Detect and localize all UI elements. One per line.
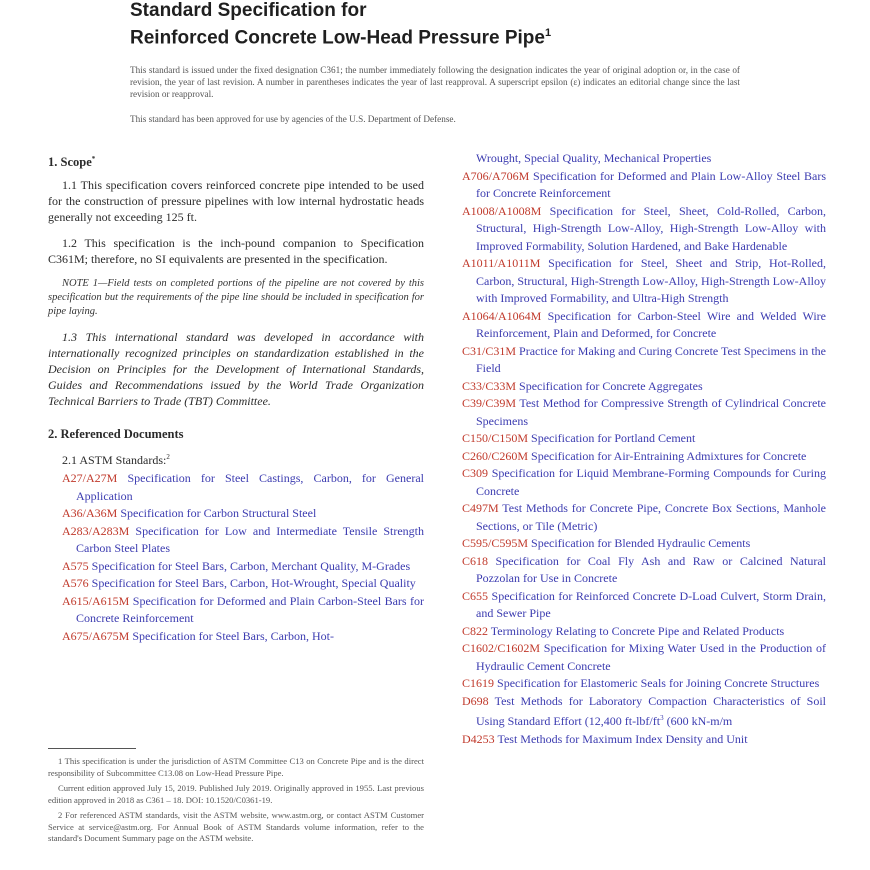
reference-code-link[interactable]: C309	[462, 466, 489, 480]
reference-entry	[462, 675, 826, 693]
reference-code-link[interactable]: A283/A283M	[62, 523, 130, 538]
reference-title-link[interactable]: Test Methods for Maximum Index Density and Unit	[494, 731, 748, 746]
footnote-edition: Current edition approved July 15, 2019. Published July 2019. Originally approved in 1955. Last previous edition approved in 2018 as C361 – 18. DOI: 10.1520/C0361-19.	[48, 783, 424, 805]
reference-title-link[interactable]: Specification for Deformed and Plain Carbon-Steel Bars for Concrete Reinforcement	[76, 593, 424, 626]
reference-code-link[interactable]: C1619	[462, 676, 495, 690]
title-line-1: Standard Specification for	[130, 0, 367, 21]
reference-title-link[interactable]: Specification for Concrete Aggregates	[516, 378, 703, 393]
reference-title-link[interactable]: Specification for Air-Entraining Admixtures for Concrete	[528, 448, 807, 463]
reference-entry	[462, 343, 826, 378]
reference-entry	[62, 558, 424, 576]
reference-title-link[interactable]: Test Methods for Concrete Pipe, Concrete Box Sections, Manhole Sections, or Tile (Metric)	[476, 501, 826, 533]
reference-title-link[interactable]: Specification for Liquid Membrane-Forming Compounds for Curing Concrete	[476, 466, 826, 498]
right-reference-list	[462, 168, 826, 749]
reference-title-link[interactable]: Specification for Carbon-Steel Wire and Welded Wire Reinforcement, Plain and Deformed, for Concrete	[476, 308, 826, 340]
reference-entry	[62, 505, 424, 523]
reference-superscript: 3	[660, 714, 664, 722]
reference-code-link[interactable]: C595/C595M	[462, 536, 529, 550]
reference-title-link[interactable]: Specification for Carbon Structural Steel	[117, 506, 317, 521]
reference-entry	[62, 593, 424, 628]
title-footnote-mark: 1	[544, 27, 552, 39]
reference-entry	[462, 731, 826, 749]
reference-entry	[62, 628, 424, 646]
reference-title-link[interactable]: Specification for Elastomeric Seals for Joining Concrete Structures	[494, 676, 820, 690]
reference-entry	[462, 378, 826, 396]
reference-entry	[62, 470, 424, 505]
reference-title-link[interactable]: Specification for Steel Bars, Carbon, Hot-	[129, 628, 334, 643]
scope-1-1: 1.1 This specification covers reinforced concrete pipe intended to be used for the construction of pressure pipelines with low internal hydrostatic heads generally not exceeding 125 ft.	[48, 178, 424, 225]
reference-entry	[462, 623, 826, 641]
reference-title-link[interactable]: Specification for Blended Hydraulic Cements	[528, 536, 751, 550]
astm-standards-mark: 2	[166, 453, 170, 462]
reference-code-link[interactable]: A1011/A1011M	[462, 256, 541, 270]
reference-code-link[interactable]: C655	[462, 588, 489, 603]
scope-note-1: NOTE 1—Field tests on completed portions of the pipeline are not covered by this specification but the requirements of the pipe line should be included in specification for pipe laying.	[48, 278, 424, 318]
reference-entry	[462, 535, 826, 553]
reference-entry	[462, 395, 826, 430]
reference-code-link[interactable]: A1008/A1008M	[462, 203, 542, 218]
reference-title-link[interactable]: Specification for Coal Fly Ash and Raw or Calcined Natural Pozzolan for Use in Concrete	[476, 553, 826, 585]
reference-entry	[462, 255, 826, 308]
footnotes	[48, 756, 424, 849]
reference-title-link[interactable]: Specification for Portland Cement	[528, 431, 696, 445]
reference-entry	[462, 203, 826, 256]
reference-title-link[interactable]: Test Methods for Laboratory Compaction Characteristics of Soil Using Standard Effort (12,400 ft-lbf/ft	[476, 693, 826, 728]
left-column	[48, 150, 424, 645]
reference-code-link[interactable]: D4253	[462, 731, 495, 746]
reference-code-link[interactable]: C33/C33M	[462, 378, 517, 393]
reference-entry	[62, 523, 424, 558]
reference-entry	[462, 465, 826, 500]
reference-code-link[interactable]: A27/A27M	[62, 471, 118, 486]
reference-title-link[interactable]: Specification for Steel Bars, Carbon, Hot-Wrought, Special Quality	[88, 576, 416, 591]
reference-code-link[interactable]: C150/C150M	[462, 431, 529, 445]
reference-code-link[interactable]: A36/A36M	[62, 506, 118, 521]
title-line-2-text: Reinforced Concrete Low-Head Pressure Pipe	[130, 27, 545, 49]
reference-entry	[462, 640, 826, 675]
reference-title-link[interactable]: Specification for Deformed and Plain Low-Alloy Steel Bars for Concrete Reinforcement	[476, 168, 826, 200]
reference-title-link[interactable]: Specification for Steel, Sheet, Cold-Rolled, Carbon, Structural, High-Strength Low-Alloy, High-Strength Low-Alloy with Improved Formability, Solution Hardened, and Bake Hardenable	[476, 203, 826, 253]
referenced-documents-heading: 2. Referenced Documents	[48, 427, 184, 442]
reference-continuation-text: Wrought, Special Quality, Mechanical Properties	[476, 151, 712, 165]
scope-heading	[48, 150, 424, 171]
reference-code-link[interactable]: C618	[462, 553, 489, 568]
reference-entry	[462, 693, 826, 731]
footnote-1: 1 This specification is under the jurisdiction of ASTM Committee C13 on Concrete Pipe and is the direct responsibility of Subcommittee C13.08 on Low-Head Pressure Pipe.	[48, 756, 424, 778]
reference-title-link[interactable]: Test Method for Compressive Strength of Cylindrical Concrete Specimens	[476, 396, 826, 428]
footnote-divider	[48, 748, 136, 749]
reference-continuation	[476, 150, 826, 168]
footnote-2: 2 For referenced ASTM standards, visit the ASTM website, www.astm.org, or contact ASTM Customer Service at service@astm.org. For Annual Book of ASTM Standards volume information, refer to the standard's Document Summary page on the ASTM website.	[48, 810, 424, 843]
reference-code-link[interactable]: C497M	[462, 501, 499, 515]
reference-title-link[interactable]: Practice for Making and Curing Concrete Test Specimens in the Field	[476, 343, 826, 375]
reference-entry	[462, 308, 826, 343]
reference-code-link[interactable]: A576	[62, 576, 89, 591]
reference-code-link[interactable]: C39/C39M	[462, 396, 517, 410]
reference-code-link[interactable]: A575	[62, 558, 89, 573]
reference-title-link[interactable]: Specification for Steel Castings, Carbon, for General Application	[76, 471, 424, 503]
reference-title-link[interactable]: Specification for Low and Intermediate Tensile Strength Carbon Steel Plates	[76, 523, 424, 556]
title-line-2	[130, 22, 750, 49]
scope-1-3: 1.3 This international standard was developed in accordance with internationally recognized principles on standardization established in the Decision on Principles for the Development of International Standards, Guides and Recommendations issued by the World Trade Organization Technical Barriers to Trade (TBT) Committee.	[48, 330, 424, 409]
right-column	[462, 150, 826, 748]
reference-entry	[462, 430, 826, 448]
reference-code-link[interactable]: C260/C260M	[462, 448, 529, 463]
reference-title-link[interactable]: Specification for Reinforced Concrete D-Load Culvert, Storm Drain, and Sewer Pipe	[476, 588, 826, 620]
scope-heading-mark: *	[91, 155, 96, 163]
reference-entry	[462, 448, 826, 466]
document-title	[130, 0, 750, 49]
astm-standards-label: 2.1 ASTM Standards:	[62, 453, 167, 468]
dod-approval-notice: This standard has been approved for use by agencies of the U.S. Department of Defense.	[130, 114, 456, 124]
reference-title-link[interactable]: Specification for Steel Bars, Carbon, Merchant Quality, M-Grades	[88, 558, 411, 573]
astm-standards-subheading	[62, 449, 424, 468]
designation-notice: This standard is issued under the fixed designation C361; the number immediately following the designation indicates the year of original adoption or, in the case of revision, the year of last revision. A number in parentheses indicates the year of last reapproval. A superscript epsilon (ε) indicates an editorial change since the last revision or reapproval.	[130, 65, 740, 99]
scope-1-2: 1.2 This specification is the inch-pound companion to Specification C361M; therefore, no SI equivalents are presented in the specification.	[48, 236, 424, 267]
reference-code-link[interactable]: C31/C31M	[462, 343, 517, 358]
left-reference-list	[48, 470, 424, 645]
reference-entry	[462, 588, 826, 623]
reference-code-link[interactable]: C1602/C1602M	[462, 641, 541, 655]
reference-code-link[interactable]: A1064/A1064M	[462, 308, 542, 323]
reference-entry	[462, 500, 826, 535]
reference-title-tail: (600 kN-m/m	[663, 714, 733, 728]
reference-code-link[interactable]: A706/A706M	[462, 168, 530, 183]
reference-code-link[interactable]: C822	[462, 623, 489, 638]
reference-entry	[62, 575, 424, 593]
reference-code-link[interactable]: D698	[462, 693, 489, 708]
reference-title-link[interactable]: Terminology Relating to Concrete Pipe and Related Products	[488, 623, 785, 638]
scope-heading-text: 1. Scope	[48, 155, 92, 170]
reference-code-link[interactable]: A615/A615M	[62, 593, 130, 608]
reference-code-link[interactable]: A675/A675M	[62, 628, 130, 643]
reference-title-link[interactable]: Specification for Mixing Water Used in the Production of Hydraulic Cement Concrete	[476, 641, 826, 673]
reference-entry	[462, 553, 826, 588]
reference-entry	[462, 168, 826, 203]
reference-title-link[interactable]: Specification for Steel, Sheet and Strip, Hot-Rolled, Carbon, Structural, High-Strength Low-Alloy, High-Strength Low-Alloy with Improved Formability, and Ultra-High Strength	[476, 256, 826, 305]
